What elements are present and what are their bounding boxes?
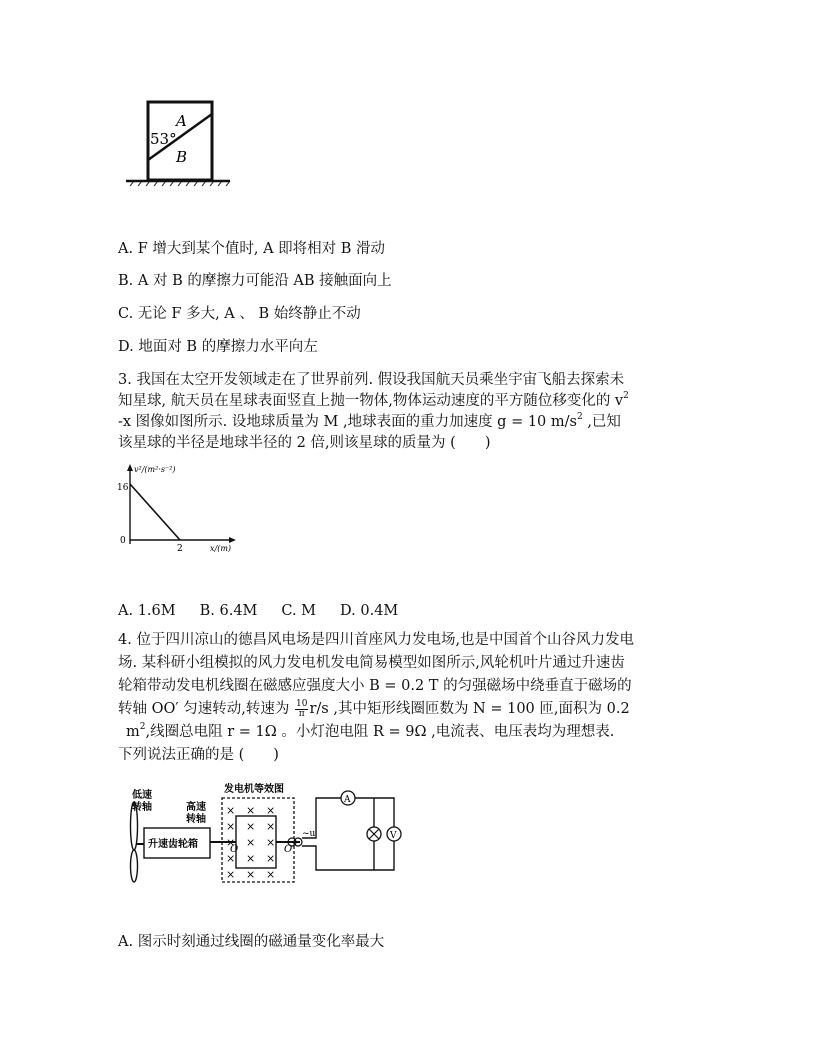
y-tick-16: 16: [117, 483, 129, 493]
svg-text:×: ×: [266, 868, 276, 881]
svg-text:×: ×: [226, 820, 236, 833]
svg-text:×: ×: [226, 836, 236, 849]
svg-text:×: ×: [226, 804, 236, 817]
voltmeter-label: V: [390, 831, 397, 841]
ac-label: ~u: [302, 829, 316, 839]
speed-fraction: $\frac{10}{\pi}$: [296, 698, 308, 719]
graph-data-line: [130, 484, 180, 540]
option-b: B. A 对 B 的摩擦力可能沿 AB 接触面向上: [118, 273, 392, 289]
generator-title: 发电机等效图: [224, 784, 284, 795]
q3-line-4: 该星球的半径是地球半径的 2 倍,则该星球的质量为 ( ): [118, 435, 491, 451]
option-a: A. F 增大到某个值时, A 即将相对 B 滑动: [118, 241, 386, 257]
gearbox-label: 升速齿轮箱: [148, 839, 198, 850]
axis-o2-label: O′: [284, 844, 295, 855]
y-axis-label: v²/(m²·s⁻²): [134, 465, 176, 474]
svg-text:×: ×: [246, 804, 256, 817]
option-c: C. 无论 F 多大, A 、 B 始终静止不动: [118, 306, 361, 322]
label-b: B: [176, 148, 188, 166]
high-speed-label-1: 高速: [186, 802, 206, 813]
magnetic-field-crosses: [226, 804, 275, 881]
q3-options: [118, 601, 398, 621]
low-speed-label-1: 低速: [132, 790, 152, 801]
svg-text:×: ×: [266, 820, 276, 833]
q4-line-3: 轮箱带动发电机线圈在磁感应强度大小 B = 0.2 T 的匀强磁场中绕垂直于磁场的: [118, 678, 632, 694]
low-speed-label-2: 转轴: [132, 802, 152, 813]
high-speed-label-2: 转轴: [186, 814, 206, 825]
q3-option-c: C. M: [281, 603, 317, 619]
svg-text:×: ×: [226, 868, 236, 881]
generator-diagram: [122, 772, 412, 888]
q3-option-d: D. 0.4M: [340, 603, 399, 619]
svg-text:×: ×: [266, 852, 276, 865]
q3-option-a: A. 1.6M: [118, 603, 176, 619]
svg-text:×: ×: [246, 868, 256, 881]
q4-line-4: 转轴 OO′ 匀速转动,转速为 $\frac{10}{\pi}$ r/s ,其中矩形线圈匝数为 N = 100 匝,面积为 0.2: [118, 698, 630, 719]
label-angle: 53°: [150, 130, 177, 148]
origin-label: 0: [120, 536, 126, 546]
block-figure: [124, 98, 232, 188]
q3-line-1: 3. 我国在太空开发领域走在了世界前列. 假设我国航天员乘坐宇宙飞船去探索未: [118, 372, 625, 388]
x-axis-label: x/(m): [210, 544, 232, 552]
q4-line-5: $m^2$,线圈总电阻 r = 1Ω 。小灯泡电阻 R = 9Ω ,电流表、电压表均为理想表.: [126, 722, 615, 740]
x-tick-2: 2: [177, 544, 183, 552]
svg-text:×: ×: [266, 836, 276, 849]
ammeter-label: A: [344, 795, 351, 805]
q4-line-6: 下列说法正确的是 ( ): [118, 747, 279, 763]
svg-text:×: ×: [226, 852, 236, 865]
q4-line-1: 4. 位于四川凉山的德昌风电场是四川首座风力发电场,也是中国首个山谷风力发电: [118, 632, 635, 648]
q4-option-a: A. 图示时刻通过线圈的磁通量变化率最大: [118, 934, 385, 950]
axis-o-label: O: [230, 844, 239, 855]
option-d: D. 地面对 B 的摩擦力水平向左: [118, 339, 318, 355]
svg-text:×: ×: [246, 852, 256, 865]
label-a: A: [176, 112, 187, 130]
svg-text:×: ×: [246, 820, 256, 833]
v2-x-graph: [114, 460, 244, 552]
q3-line-2: 知星球, 航天员在星球表面竖直上抛一物体,物体运动速度的平方随位移变化的 $v^2$: [118, 391, 629, 409]
q3-option-b: B. 6.4M: [199, 603, 258, 619]
svg-text:×: ×: [266, 804, 276, 817]
svg-text:×: ×: [246, 836, 256, 849]
q3-line-3: -x 图像如图所示. 设地球质量为 M ,地球表面的重力加速度 g = 10 $m/s^2$ ,已知: [118, 412, 621, 430]
q4-line-2: 场. 某科研小组模拟的风力发电机发电简易模型如图所示,风轮机叶片通过升速齿: [118, 655, 625, 671]
